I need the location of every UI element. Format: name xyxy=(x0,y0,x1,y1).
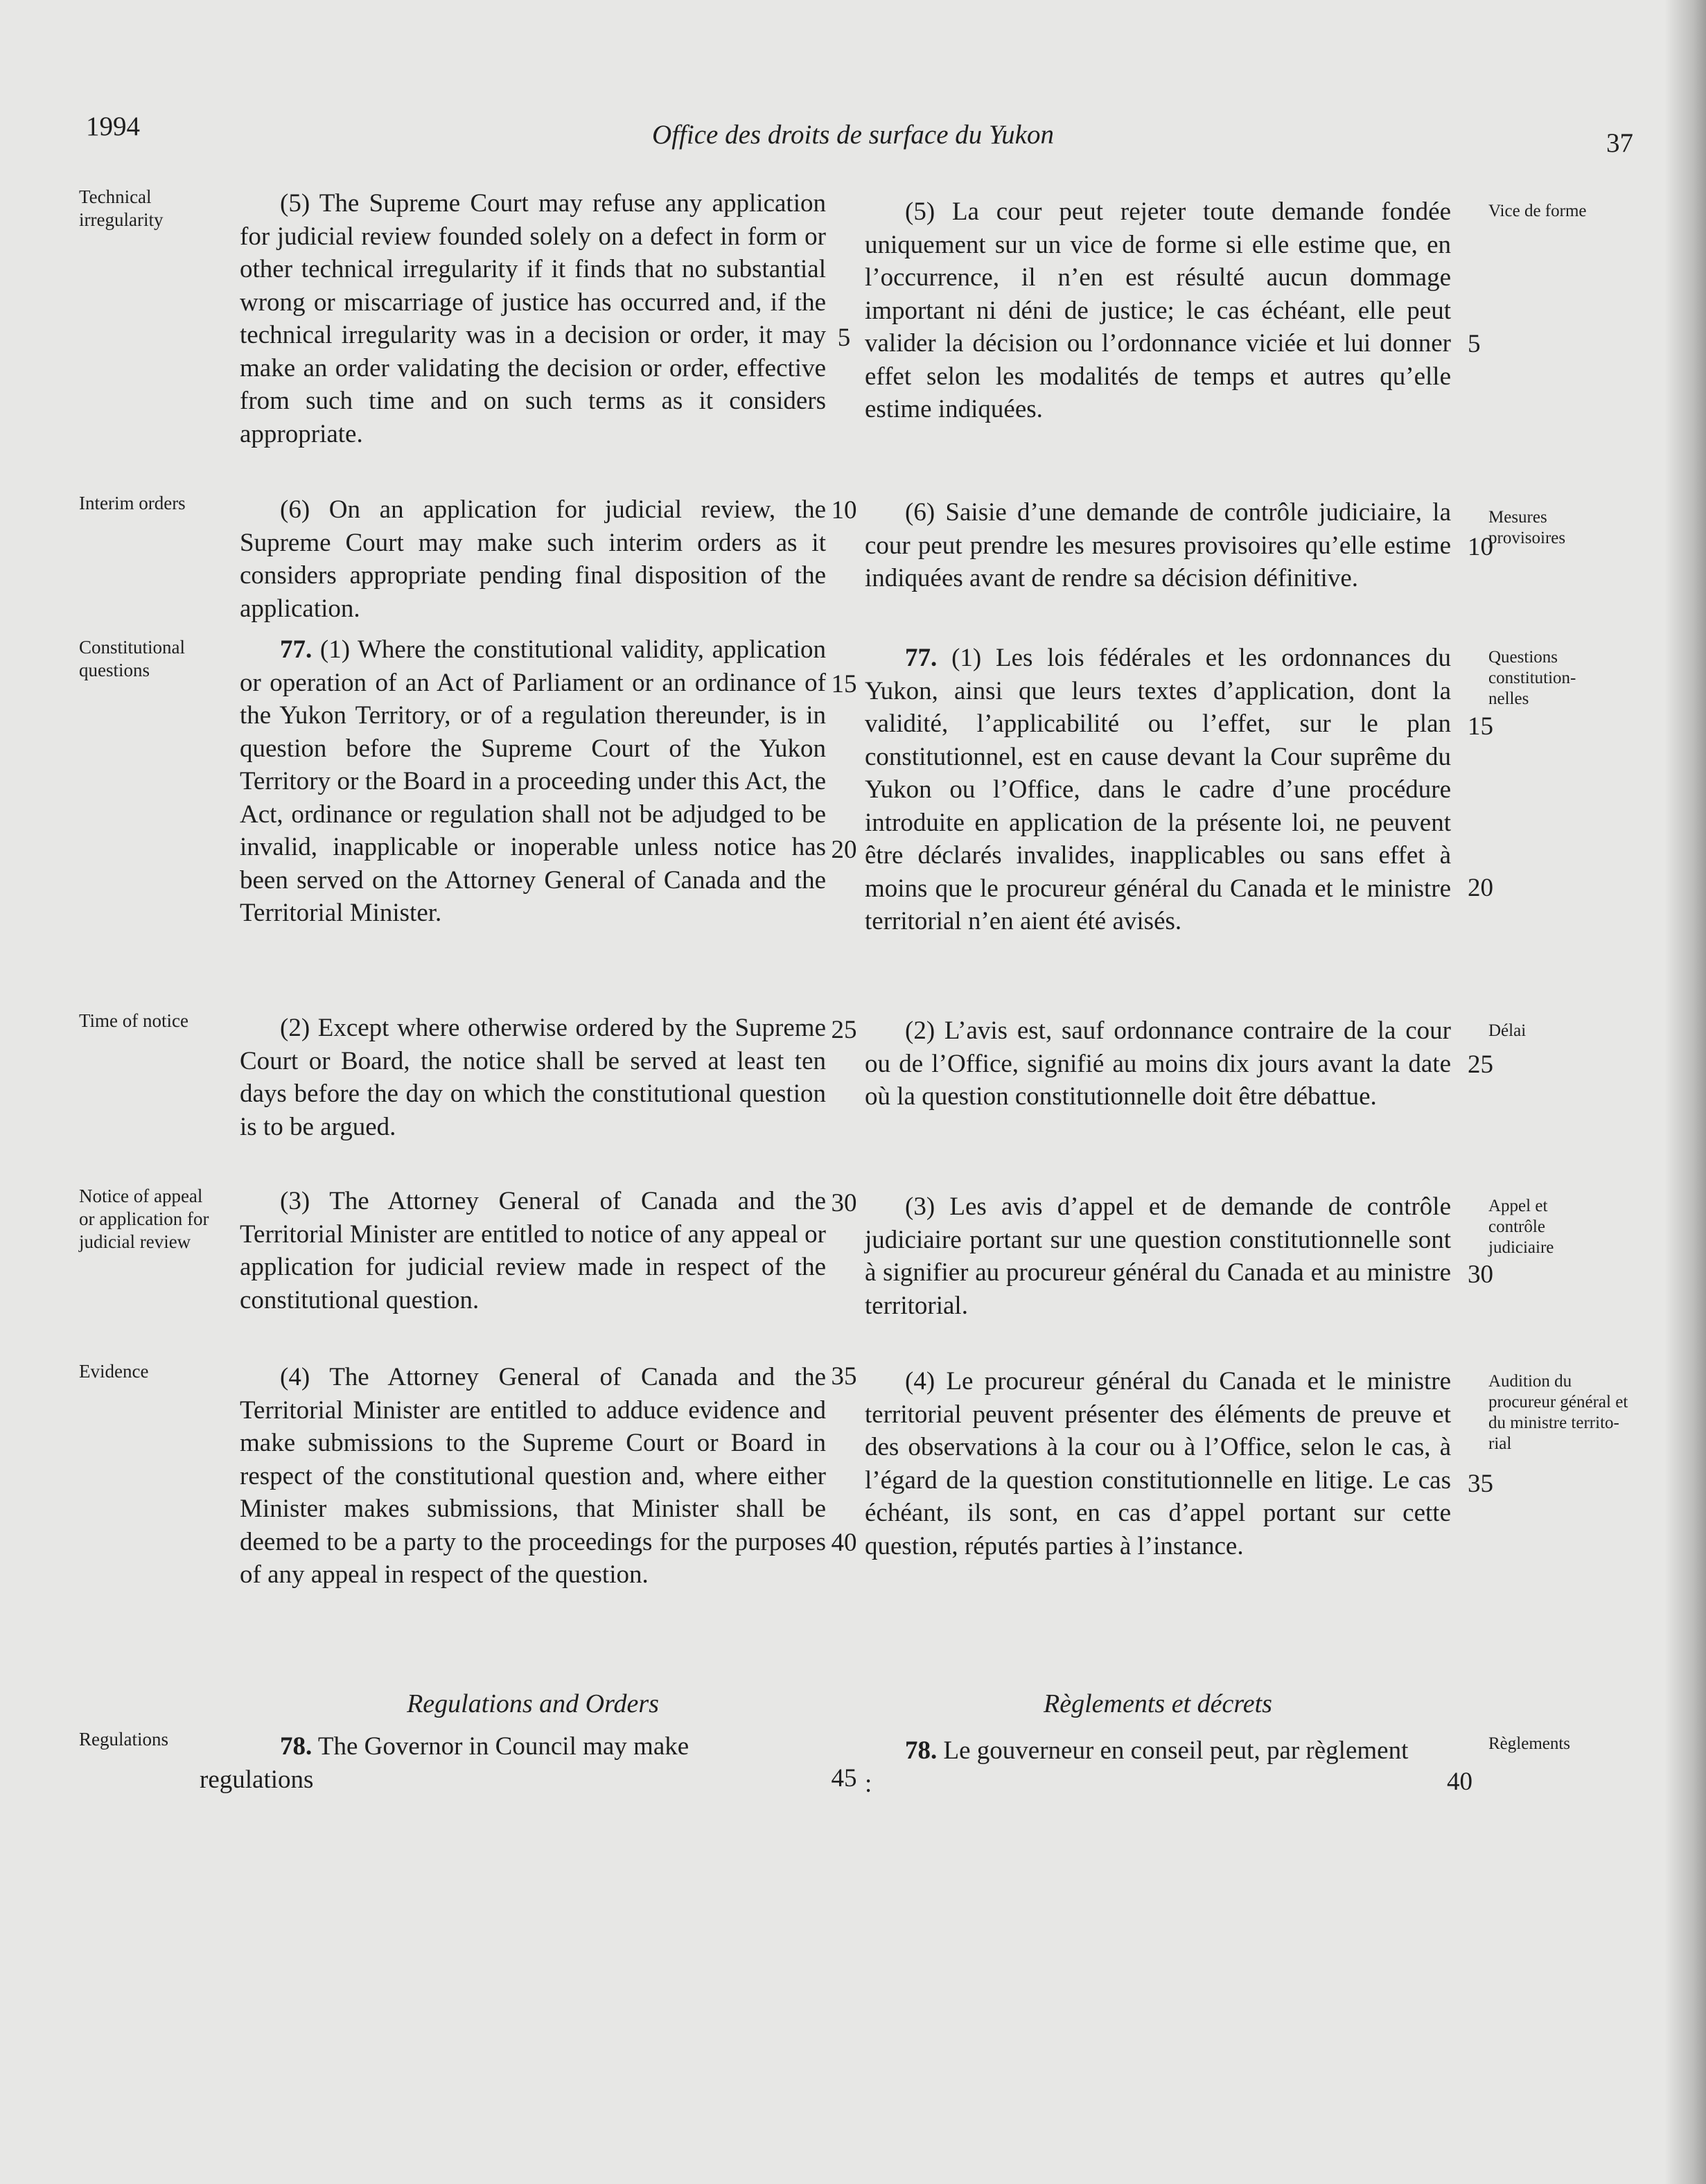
en-section-78-number: 78. xyxy=(280,1732,313,1761)
margin-note-delai: Délai xyxy=(1488,1021,1527,1040)
en-heading-regulations-and-orders: Regulations and Orders xyxy=(407,1689,659,1718)
margin-note-evidence: Evidence xyxy=(79,1361,149,1382)
header-year: 1994 xyxy=(86,112,140,141)
en-section-77-1 xyxy=(240,633,826,930)
line-number: 40 xyxy=(1447,1768,1472,1796)
en-section-77-2: (2) Except where otherwise ordered by the Supreme Court or Board, the notice shall be served at least ten days before the day on which the constitutional question is to be argued. xyxy=(240,1014,826,1141)
margin-note-appel-controle: Appel et contrôle judiciaire xyxy=(1488,1197,1554,1257)
en-section-77-1-text: (1) Where the constitutional validity, application or operation of an Act of Parliament or an ordinance of the Yukon Territory, or of a regulation thereunder, is in question before the Supreme Court of the Yukon Territory or the Board in a proceeding under this Act, the Act, ordinance or regulation shall not be adjudged to be invalid, inapplicable or inoperable unless notice has been served on the Attorney General of Canada and the Territorial Minister. xyxy=(240,635,827,927)
fr-article-78-number: 78. xyxy=(905,1736,938,1765)
en-subsection-76-5: (5) The Supreme Court may refuse any application for judicial review founded solely on a defect in form or other technical irregularity if it finds that no substantial wrong or miscarriage of justice has occurred and, if the technical irregularity was in a decision or order, it may make an order validating the decision or order, effective from such time and on such terms as it considers appropriate. xyxy=(240,189,826,448)
fr-heading-reglements-et-decrets: Règlements et décrets xyxy=(1044,1689,1272,1718)
margin-note-time-of-notice: Time of notice xyxy=(79,1010,188,1031)
line-number: 20 xyxy=(831,836,857,864)
line-number: 25 xyxy=(831,1016,857,1044)
en-section-77-3: (3) The Attorney General of Canada and the Territorial Minister are entitled to notice of any appeal or application for judicial review made in respect of the constitutional question. xyxy=(240,1187,826,1314)
fr-article-78-text: Le gouverneur en conseil peut, par règlement : xyxy=(865,1736,1409,1798)
page-number: 37 xyxy=(1606,128,1633,158)
fr-article-78 xyxy=(865,1734,1419,1800)
line-number: 30 xyxy=(1468,1260,1493,1289)
page-edge-shadow xyxy=(1664,0,1706,2184)
margin-note-audition: Audition du procureur général et du ministre territo-rial xyxy=(1488,1372,1628,1453)
line-number: 35 xyxy=(831,1362,857,1391)
margin-note-interim-orders: Interim orders xyxy=(79,493,186,513)
en-section-77-4: (4) The Attorney General of Canada and the Territorial Minister are entitled to adduce evidence and make submissions to the Supreme Court or Board in respect of the constitutional question and, where either Minister makes submissions, that Minister shall be deemed to be a party to the proceedings for the purposes of any appeal in respect of the question. xyxy=(240,1363,826,1589)
margin-note-regulations: Regulations xyxy=(79,1729,168,1750)
line-number: 45 xyxy=(831,1764,857,1793)
line-number: 35 xyxy=(1468,1470,1493,1498)
en-section-77-number: 77. xyxy=(280,635,313,664)
margin-note-vice-de-forme: Vice de forme xyxy=(1488,202,1587,220)
line-number: 15 xyxy=(831,670,857,698)
fr-article-77-number: 77. xyxy=(905,644,938,672)
line-number: 25 xyxy=(1468,1050,1493,1079)
line-number: 5 xyxy=(837,324,851,352)
fr-paragraphe-76-6: (6) Saisie d’une demande de contrôle judiciaire, la cour peut prendre les mesures provisoires qu’elle estime indiquées avant de rendre sa décision définitive. xyxy=(865,498,1451,592)
fr-article-77-1-text: (1) Les lois fédérales et les ordonnances du Yukon, ainsi que leurs textes d’application, dont la validité, l’applicabilité ou l’effet, sur le plan constitutionnel, est en cause devant la Cour suprême du Yukon ou l’Office, dans le cadre d’une procédure introduite en application de la présente loi, ne peuvent être déclarés invalides, inapplicables ou sans effet à moins que le procureur général du Canada et le ministre territorial n’en aient été avisés. xyxy=(865,644,1452,935)
line-number: 15 xyxy=(1468,712,1493,741)
en-section-78-line2: regulations xyxy=(200,1765,314,1794)
line-number: 10 xyxy=(1468,533,1493,561)
fr-article-77-2: (2) L’avis est, sauf ordonnance contraire de la cour ou de l’Office, signifié au moins dix jours avant la date où la question constitutionnelle doit être débattue. xyxy=(865,1016,1451,1111)
line-number: 5 xyxy=(1468,330,1481,358)
margin-note-notice-of-appeal: Notice of appeal or application for judicial review xyxy=(79,1186,209,1252)
margin-note-questions-constitutionnelles: Questions constitution-nelles xyxy=(1488,648,1576,708)
margin-note-technical-irregularity: Technical irregularity xyxy=(79,186,164,230)
line-number: 40 xyxy=(831,1529,857,1557)
en-section-78-line1: The Governor in Council may make xyxy=(317,1732,689,1761)
fr-article-77-1 xyxy=(865,642,1451,938)
running-title: Office des droits de surface du Yukon xyxy=(652,120,1054,150)
margin-note-reglements: Règlements xyxy=(1488,1734,1571,1753)
en-section-78 xyxy=(200,1730,826,1796)
line-number: 10 xyxy=(831,496,857,525)
margin-note-constitutional-questions: Constitutional questions xyxy=(79,637,186,680)
fr-article-77-4: (4) Le procureur général du Canada et le ministre territorial peuvent présenter des éléments de preuve et des observations à la cour ou à l’Office, selon le cas, à l’égard de la question constitutionnelle en litige. Le cas échéant, ils sont, en cas d’appel portant sur cette question, réputés parties à l’instance. xyxy=(865,1367,1451,1560)
line-number: 20 xyxy=(1468,874,1493,902)
en-subsection-76-6: (6) On an application for judicial review, the Supreme Court may make such interim orders as it considers appropriate pending final disposition of the application. xyxy=(240,495,826,623)
fr-article-77-3: (3) Les avis d’appel et de demande de contrôle judiciaire portant sur une question constitutionnelle sont à signifier au procureur général du Canada et au ministre territorial. xyxy=(865,1192,1451,1320)
margin-note-mesures-provisoires: Mesures provisoires xyxy=(1488,508,1566,547)
fr-paragraphe-76-5: (5) La cour peut rejeter toute demande fondée uniquement sur un vice de forme si elle estime que, en l’occurrence, il n’en est résulté aucun dommage important ni déni de justice; le cas échéant, elle peut valider la décision ou l’ordonnance viciée et lui donner effet selon les modalités de temps et autres qu’elle estime indiquées. xyxy=(865,197,1451,423)
line-number: 30 xyxy=(831,1189,857,1217)
